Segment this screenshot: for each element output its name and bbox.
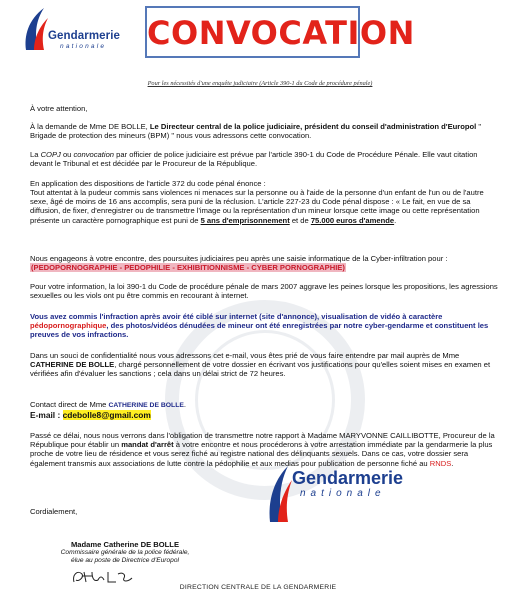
intro-text: À la demande de Mme DE BOLLE, [30,122,150,131]
paragraph-article-372 [30,188,500,225]
signature-block [40,540,210,565]
copj-text: La [30,150,41,159]
title-box [145,6,415,58]
stamp-sub-text: nationale [300,488,386,499]
officer-name: CATHERINE DE BOLLE [30,360,115,370]
paragraph-intro [30,122,500,140]
flame-logo-icon [22,6,62,52]
paragraph-confidentiality [30,351,500,379]
contact-line [30,400,500,410]
warrant-text: Passé ce délai, nous nous verrons dans l'obligation de transmettre notre rapport à Madame MARYVONNE CAILLIBOTTE, Procureur de la République pour établir un [30,431,495,450]
logo-brand-text: Gendarmerie [48,30,121,42]
offense-list: (PEDOPORNOGRAPHIE - PEDOPHILIE - EXHIBITIONNISME - CYBER PORNOGRAPHIE) [31,263,345,273]
contact-end: . [183,400,187,409]
intro-text-end: " Brigade de protection des mineurs (BPM) " nous vous adressons cette convocation. [30,122,482,141]
logo-sub-text: nationale [60,43,107,50]
paragraph-article-372-title: En application des dispositions de l'article 372 du code pénal énonce : [30,179,266,188]
signatory-role-1: Commissaire générale de la police fédérale, [60,549,190,556]
article-text-end: . [394,215,397,225]
offense-text: Vous avez commis l'infraction après avoir été ciblé sur internet (site d'annonce), visualisation de vidéo à caractère [30,312,443,321]
email-link[interactable]: cdebolle8@gmail.com [62,410,151,420]
signatory-role-2: élue au poste de Directrice d'Europol [71,557,179,564]
article-text: Tout attentat à la pudeur commis sans violences ni menaces sur la personne ou à l'aide de la personne d'un enfant de l'un ou de l'autre sexe, âgé de moins de 16 ans accomplis, sera puni de la réclusion. L'article 227-23 du Code pénal dispose : « Le fait, en vue de sa diffusion, de fixer, d'enregistrer ou de transmettre l'image ou la représentation d'un mineur lorsque cette image ou cette représentation présente un caractère pornographique est puni de [30,188,484,225]
stamp-brand-text: Gendarmerie [292,468,404,488]
copj-text-end: par officier de police judiciaire est prévue par l'article 390-1 du Code de Procédure Pénale. Elle vaut citation devant le Tribunal et est décidée par le Procureur de la République. [30,150,478,169]
paragraph-prosecution [30,254,500,272]
paragraph-warrant [30,431,500,468]
salutation: À votre attention, [30,104,88,113]
paragraph-copj [30,150,500,168]
paragraph-law: Pour votre information, la loi 390-1 du Code de procédure pénale de mars 2007 aggrave les peines lorsque les propositions, les agressions sexuelles ou les viols ont pu être commis en recourant à internet. [30,282,498,301]
fine-amount: 75.000 euros d'amende [310,215,395,225]
convocation-term: convocation [73,150,115,159]
warrant-text-end: . [451,458,454,468]
page-title: CONVOCATION [147,14,415,52]
gendarmerie-logo [22,6,134,52]
subtitle: Pour les nécessités d'une enquête judiciaire (Article 390-1 du Code de procédure pénale) [147,80,373,87]
signatory-name: Madame Catherine DE BOLLE [70,540,180,549]
prosecution-text: Nous engageons à votre encontre, des poursuites judiciaires peu après une saisie informatique de la Cyber-infiltration pour : [30,254,448,263]
email-label: E-mail : [30,410,63,420]
email-line [30,411,500,420]
intro-authority: Le Directeur central de la police judiciaire, président du conseil d'administration d'Europol [149,122,477,131]
copj-text-or: ou [60,150,74,159]
confidentiality-text-end: , chargé personnellement de votre dossier en écrivant vos justifications pour qu'elles soient mises en examen et vérifiées afin d'évaluer les sanctions ; cela dans un délai strict de 72 heures. [30,360,491,379]
contact-label: Contact direct de Mme [30,400,109,409]
offense-text-end: , des photos/vidéos dénudées de mineur ont été enregistrées par notre cyber-gendarme et constituent les preuves de vos infractions. [30,321,489,340]
gendarmerie-stamp-logo [268,468,478,538]
confidentiality-text: Dans un souci de confidentialité nous vous adressons cet e-mail, vous êtes prié de vous faire entendre par mail auprès de Mme [30,351,460,360]
rnds-term: RNDS [429,458,452,468]
footer: DIRECTION CENTRALE DE LA GENDARMERIE [179,584,337,591]
contact-name: CATHERINE DE BOLLE [108,402,184,409]
prison-sentence: 5 ans d'emprisonnement [200,215,290,225]
article-text-and: et de [289,215,311,225]
closing: Cordialement, [30,507,78,516]
warrant-text-middle: à votre encontre et nous procéderons à votre arrestation immédiate par la gendarmerie la plus proche de votre lieu de résidence et vous serez fiché au registre national des délinquants sexuels. Dans ce cas, votre dossier sera également transmis aux associations de lutte contre la pédophilie et aux medias pour publication de personne fiché au [30,440,493,468]
copj-term: COPJ [40,150,61,159]
offense-keyword: pédopornographique [30,321,107,331]
warrant-term: mandat d'arrêt [121,440,174,450]
paragraph-offense [30,312,500,340]
